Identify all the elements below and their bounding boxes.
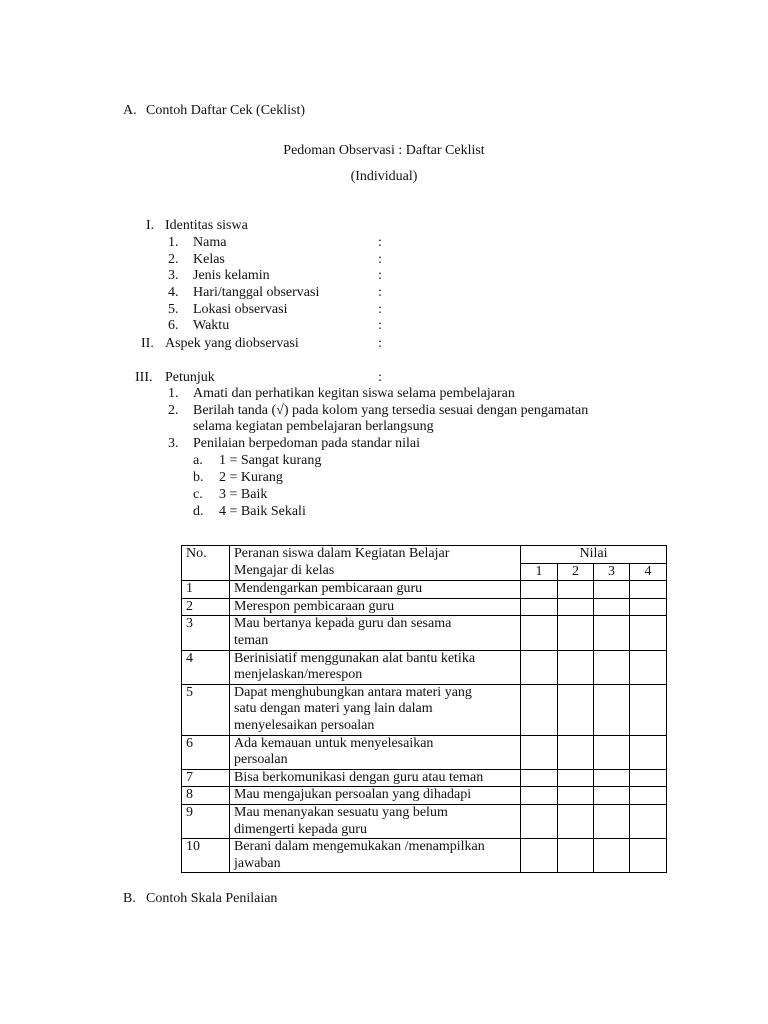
table-row [182,804,667,838]
row-role [230,839,521,873]
row-role-line: Ada kemauan untuk menyelesaikan [234,735,434,751]
aspek-colon: : [378,336,382,351]
row-no: 5 [182,684,230,735]
petunjuk-item-num: 1. [168,386,179,401]
scale-letter: b. [193,470,204,485]
petunjuk-item-num: 3. [168,436,179,451]
score-cell[interactable] [630,616,667,650]
identitas-item-num: 6. [168,318,179,333]
table-row [182,684,667,735]
scale-text: 4 = Baik Sekali [219,504,306,519]
identitas-item-colon: : [378,285,382,300]
row-role-line: Mendengarkan pembicaraan guru [234,581,423,597]
table-row [182,650,667,684]
petunjuk-item-text: Berilah tanda (√) pada kolom yang tersedia sesuai dengan pengamatan [193,403,589,418]
petunjuk-item-text: Amati dan perhatikan kegitan siswa selama pembelajaran [193,386,515,401]
row-role-line: Berani dalam mengemukakan /menampilkan [234,839,485,855]
score-cell[interactable] [558,735,594,769]
row-role-line: dimengerti kepada guru [234,821,367,837]
score-cell[interactable] [630,787,667,805]
table-row [182,581,667,599]
score-cell[interactable] [630,735,667,769]
score-cell[interactable] [521,769,558,787]
section-a-heading [123,103,306,120]
table-row [182,839,667,873]
row-role-line: persoalan [234,752,288,768]
score-cell[interactable] [521,598,558,616]
row-no: 2 [182,598,230,616]
header-role [230,546,521,581]
document-subtitle: (Individual) [350,169,418,184]
identitas-item-label: Hari/tanggal observasi [193,285,320,300]
identitas-item-num: 5. [168,302,179,317]
row-role-line: menyelesaikan persoalan [234,717,375,733]
row-role-line: Mau bertanya kepada guru dan sesama [234,616,452,632]
scale-letter: a. [193,453,203,468]
petunjuk-item-num: 2. [168,403,179,418]
identitas-item-label: Nama [193,235,227,250]
identitas-item-num: 3. [168,268,179,283]
score-cell[interactable] [521,650,558,684]
scale-text: 2 = Kurang [219,470,283,485]
petunjuk-title: Petunjuk [165,370,215,385]
row-role-line: satu dengan materi yang lain dalam [234,701,433,717]
score-cell[interactable] [558,684,594,735]
score-cell[interactable] [558,769,594,787]
row-role [230,769,521,787]
row-role [230,684,521,735]
row-role-line: Bisa berkomunikasi dengan guru atau teman [234,769,484,785]
score-cell[interactable] [521,804,558,838]
row-no: 1 [182,581,230,599]
score-cell[interactable] [594,735,630,769]
row-role [230,650,521,684]
petunjuk-colon: : [378,370,382,385]
section-b-heading [123,891,278,908]
table-row [182,616,667,650]
identitas-item-colon: : [378,302,382,317]
score-cell[interactable] [558,787,594,805]
petunjuk-item-text: selama kegiatan pembelajaran berlangsung [193,419,434,434]
score-cell[interactable] [521,581,558,599]
score-cell[interactable] [630,839,667,873]
scale-text: 1 = Sangat kurang [219,453,322,468]
score-cell[interactable] [630,684,667,735]
scale-letter: c. [193,487,203,502]
score-cell[interactable] [558,581,594,599]
row-no: 10 [182,839,230,873]
section-a-letter: A. [123,103,137,118]
score-cell[interactable] [630,581,667,599]
row-role [230,581,521,599]
score-header: 4 [630,563,667,581]
identitas-item-num: 4. [168,285,179,300]
identitas-item-colon: : [378,318,382,333]
row-role [230,598,521,616]
table-row [182,787,667,805]
petunjuk-numeral: III. [135,370,153,385]
identitas-item-colon: : [378,268,382,283]
row-role-line: Merespon pembicaraan guru [234,598,395,614]
score-cell[interactable] [558,598,594,616]
table-header-row [182,546,667,564]
identitas-item-num: 2. [168,252,179,267]
row-role-line: Berinisiatif menggunakan alat bantu ketika [234,650,476,666]
row-role-line: teman [234,632,269,648]
score-cell[interactable] [630,650,667,684]
aspek-title: Aspek yang diobservasi [165,336,299,351]
section-b-title: Contoh Skala Penilaian [146,891,278,906]
identitas-title: Identitas siswa [165,218,248,233]
score-cell[interactable] [594,598,630,616]
row-no: 6 [182,735,230,769]
score-cell[interactable] [630,804,667,838]
row-role [230,616,521,650]
header-nilai: Nilai [521,546,667,564]
score-cell[interactable] [558,650,594,684]
section-b-letter: B. [123,891,136,906]
identitas-item-label: Waktu [193,318,230,333]
score-cell[interactable] [594,684,630,735]
identitas-item-colon: : [378,235,382,250]
score-header: 2 [558,563,594,581]
row-no: 3 [182,616,230,650]
petunjuk-item-text: Penilaian berpedoman pada standar nilai [193,436,421,451]
score-cell[interactable] [521,839,558,873]
score-header: 3 [594,563,630,581]
row-role [230,787,521,805]
identitas-item-label: Jenis kelamin [193,268,270,283]
identitas-item-num: 1. [168,235,179,250]
score-cell[interactable] [558,616,594,650]
header-role-line: Peranan siswa dalam Kegiatan Belajar [234,546,450,561]
score-cell[interactable] [594,581,630,599]
row-role-line: Mau menanyakan sesuatu yang belum [234,804,448,820]
score-cell[interactable] [521,616,558,650]
scale-letter: d. [193,504,204,519]
row-no: 7 [182,769,230,787]
score-cell[interactable] [630,598,667,616]
table-row [182,769,667,787]
identitas-item-label: Lokasi observasi [193,302,288,317]
table-row [182,598,667,616]
row-role [230,804,521,838]
section-a-title: Contoh Daftar Cek (Ceklist) [146,103,306,118]
score-cell[interactable] [594,839,630,873]
header-no: No. [182,546,230,581]
row-role-line: jawaban [234,855,281,871]
observation-table [181,545,667,873]
score-cell[interactable] [521,787,558,805]
document-title: Pedoman Observasi : Daftar Ceklist [283,143,485,158]
aspek-numeral: II. [141,336,154,351]
score-cell[interactable] [521,735,558,769]
score-cell[interactable] [594,787,630,805]
score-cell[interactable] [594,804,630,838]
score-cell[interactable] [630,769,667,787]
score-cell[interactable] [558,804,594,838]
score-header: 1 [521,563,558,581]
score-cell[interactable] [594,650,630,684]
identitas-item-label: Kelas [193,252,225,267]
row-role-line: Mau mengajukan persoalan yang dihadapi [234,787,472,803]
score-cell[interactable] [558,839,594,873]
row-no: 4 [182,650,230,684]
row-role [230,735,521,769]
row-role-line: menjelaskan/merespon [234,667,363,683]
row-no: 9 [182,804,230,838]
score-cell[interactable] [521,684,558,735]
score-cell[interactable] [594,616,630,650]
row-no: 8 [182,787,230,805]
header-role-line: Mengajar di kelas [234,562,335,578]
scale-text: 3 = Baik [219,487,268,502]
identitas-numeral: I. [146,218,155,233]
row-role-line: Dapat menghubungkan antara materi yang [234,684,472,700]
score-cell[interactable] [594,769,630,787]
table-row [182,735,667,769]
identitas-item-colon: : [378,252,382,267]
